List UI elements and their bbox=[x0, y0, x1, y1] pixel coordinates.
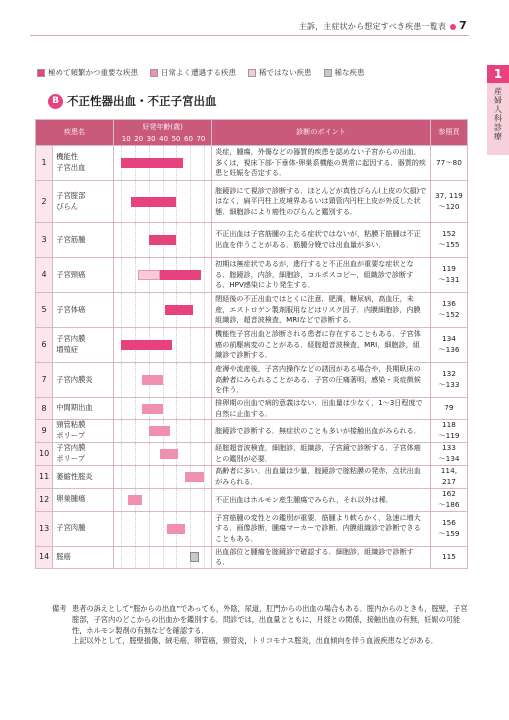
grid-line bbox=[176, 328, 177, 362]
grid-line bbox=[204, 223, 205, 257]
header-point: 診断のポイント bbox=[212, 120, 431, 146]
disease-name: 子宮内膜 増殖症 bbox=[53, 328, 114, 363]
age-bar bbox=[160, 449, 178, 459]
grid-line bbox=[204, 466, 205, 488]
section-title: 不正性器出血・不正子宮出血 bbox=[67, 94, 217, 108]
reference-page: 136 ～152 bbox=[430, 293, 467, 328]
grid-line bbox=[135, 466, 136, 488]
grid-line bbox=[135, 398, 136, 419]
diagnosis-point: 初期は無症状であるが，進行すると不正出血が重要な症状となる．腟鏡診，内診，細胞診，コルポスコピー，組織診で診断する．HPV感染により発生する． bbox=[212, 258, 431, 293]
row-number: 11 bbox=[36, 466, 53, 489]
disease-table bbox=[35, 119, 468, 569]
row-number: 13 bbox=[36, 511, 53, 546]
disease-name: 子宮内膜炎 bbox=[53, 363, 114, 398]
age-range-cell bbox=[114, 293, 212, 328]
grid-line bbox=[204, 398, 205, 419]
row-number: 5 bbox=[36, 293, 53, 328]
reference-page: 132 ～133 bbox=[430, 363, 467, 398]
grid-line bbox=[121, 223, 122, 257]
row-number: 14 bbox=[36, 546, 53, 568]
row-number: 2 bbox=[36, 181, 53, 223]
age-tick-label: 20 bbox=[134, 135, 144, 143]
reference-page: 156 ～159 bbox=[430, 511, 467, 546]
reference-page: 114, 217 bbox=[430, 466, 467, 489]
age-bar bbox=[190, 552, 198, 562]
grid-line bbox=[176, 363, 177, 397]
grid-line bbox=[121, 363, 122, 397]
grid-line bbox=[163, 489, 164, 511]
grid-line bbox=[204, 146, 205, 180]
age-range-cell bbox=[114, 146, 212, 181]
age-bar bbox=[149, 235, 177, 245]
grid-line bbox=[204, 363, 205, 397]
age-bar bbox=[121, 340, 172, 350]
age-bar bbox=[138, 270, 160, 280]
disease-name: 卵巣腫瘍 bbox=[53, 488, 114, 511]
diagnosis-point: 排卵期の出血で病的意義はない．出血量は少なく，1～3日程度で自然に止血する． bbox=[212, 398, 431, 420]
grid-line bbox=[121, 466, 122, 488]
age-bar bbox=[131, 197, 177, 207]
disease-name: 子宮体癌 bbox=[53, 293, 114, 328]
table-row bbox=[36, 546, 468, 568]
table-row bbox=[36, 511, 468, 546]
grid-line bbox=[204, 328, 205, 362]
table-row bbox=[36, 258, 468, 293]
age-range-cell bbox=[114, 328, 212, 363]
grid-line bbox=[163, 363, 164, 397]
header-age-label: 好発年齢(歳) bbox=[142, 123, 183, 131]
remarks bbox=[52, 604, 472, 647]
reference-page: 134 ～136 bbox=[430, 328, 467, 363]
row-number: 4 bbox=[36, 258, 53, 293]
disease-name: 子宮内膜 ポリープ bbox=[53, 443, 114, 466]
grid-line bbox=[121, 181, 122, 222]
grid-line bbox=[176, 466, 177, 488]
diagnosis-point: 高齢者に多い．出血量は少量．腟鏡診で腟粘膜の発赤，点状出血がみられる． bbox=[212, 466, 431, 489]
age-bar bbox=[165, 305, 193, 315]
grid-line bbox=[204, 512, 205, 546]
grid-line bbox=[121, 547, 122, 568]
reference-page: 119 ～131 bbox=[430, 258, 467, 293]
disease-name: 子宮頸癌 bbox=[53, 258, 114, 293]
legend-label: 稀な疾患 bbox=[334, 68, 365, 77]
disease-name: 腟癌 bbox=[53, 546, 114, 568]
header-name: 疾患名 bbox=[36, 120, 114, 146]
age-range-cell bbox=[114, 181, 212, 223]
diagnosis-point: 不正出血はホルモン産生腫瘍でみられ，それ以外は稀． bbox=[212, 488, 431, 511]
age-bar bbox=[142, 404, 163, 414]
legend-swatch bbox=[37, 69, 45, 77]
grid-line bbox=[190, 328, 191, 362]
age-tick-label: 50 bbox=[171, 135, 181, 143]
grid-line bbox=[176, 420, 177, 442]
reference-page: 162 ～186 bbox=[430, 488, 467, 511]
age-range-cell bbox=[114, 511, 212, 546]
grid-line bbox=[149, 466, 150, 488]
grid-line bbox=[190, 146, 191, 180]
reference-page: 79 bbox=[430, 398, 467, 420]
grid-line bbox=[204, 181, 205, 222]
table-row bbox=[36, 363, 468, 398]
table-row bbox=[36, 293, 468, 328]
grid-line bbox=[176, 489, 177, 511]
grid-line bbox=[190, 181, 191, 222]
grid-line bbox=[190, 443, 191, 465]
grid-line bbox=[135, 547, 136, 568]
grid-line bbox=[204, 443, 205, 465]
legend-label: 日常よく遭遇する疾患 bbox=[161, 68, 236, 77]
grid-line bbox=[190, 223, 191, 257]
chapter-number: 1 bbox=[487, 65, 509, 83]
grid-line bbox=[163, 466, 164, 488]
disease-name: 子宮肉腫 bbox=[53, 511, 114, 546]
age-bar bbox=[185, 472, 204, 482]
diagnosis-point: 閉経後の不正出血ではとくに注意．肥満，糖尿病，高血圧，未産，エストロゲン製剤服用などはリスク因子．内膜細胞診，内膜組織診，超音波検査，MRIなどで診断する． bbox=[212, 293, 431, 328]
grid-line bbox=[121, 489, 122, 511]
age-bar bbox=[142, 375, 163, 385]
grid-line bbox=[121, 512, 122, 546]
chapter-label: 産婦人科診療 bbox=[493, 87, 503, 141]
legend-label: 稀ではない疾患 bbox=[259, 68, 312, 77]
age-range-cell bbox=[114, 443, 212, 466]
legend-swatch bbox=[324, 69, 332, 77]
table-row bbox=[36, 488, 468, 511]
age-bar bbox=[128, 495, 142, 505]
grid-line bbox=[149, 512, 150, 546]
grid-line bbox=[176, 398, 177, 419]
age-range-cell bbox=[114, 466, 212, 489]
grid-line bbox=[121, 443, 122, 465]
running-header bbox=[299, 19, 467, 32]
legend-item bbox=[248, 67, 312, 78]
grid-line bbox=[190, 512, 191, 546]
age-ticks bbox=[120, 134, 207, 143]
disease-name: 子宮腟部 びらん bbox=[53, 181, 114, 223]
diagnosis-point: 炎症，腫瘍，外傷などの器質的疾患を認めない子宮からの出血．多くは，視床下部-下垂体-卵巣系機能の異常に起因する．器質的疾患と妊娠を否定する． bbox=[212, 146, 431, 181]
legend bbox=[37, 67, 365, 78]
age-range-cell bbox=[114, 488, 212, 511]
legend-item bbox=[37, 67, 138, 78]
grid-line bbox=[135, 420, 136, 442]
table-row bbox=[36, 181, 468, 223]
table-row bbox=[36, 398, 468, 420]
row-number: 8 bbox=[36, 398, 53, 420]
row-number: 7 bbox=[36, 363, 53, 398]
legend-item bbox=[150, 67, 236, 78]
age-range-cell bbox=[114, 398, 212, 420]
diagnosis-point: 不正出血は子宮筋腫の主たる症状ではないが，粘膜下筋腫は不正出血を伴うことがある．筋腫分娩では出血量が多い． bbox=[212, 223, 431, 258]
disease-name: 中間期出血 bbox=[53, 398, 114, 420]
grid-line bbox=[204, 420, 205, 442]
row-number: 9 bbox=[36, 420, 53, 443]
reference-page: 118 ～119 bbox=[430, 420, 467, 443]
table-row bbox=[36, 443, 468, 466]
reference-page: 37, 119 ～120 bbox=[430, 181, 467, 223]
reference-page: 133 ～134 bbox=[430, 443, 467, 466]
age-tick-label: 40 bbox=[159, 135, 169, 143]
header-age bbox=[114, 120, 212, 146]
grid-line bbox=[149, 547, 150, 568]
bullet-dot-icon bbox=[450, 24, 456, 30]
table-row bbox=[36, 328, 468, 363]
grid-line bbox=[163, 512, 164, 546]
header-ref: 参照頁 bbox=[430, 120, 467, 146]
table-row bbox=[36, 466, 468, 489]
legend-swatch bbox=[150, 69, 158, 77]
age-range-cell bbox=[114, 363, 212, 398]
table-header-row bbox=[36, 120, 468, 146]
grid-line bbox=[163, 398, 164, 419]
age-bar bbox=[167, 524, 185, 534]
reference-page: 152 ～155 bbox=[430, 223, 467, 258]
diagnosis-point: 経腟超音波検査，細胞診，組織診，子宮鏡で診断する．子宮体癌との鑑別が必要． bbox=[212, 443, 431, 466]
grid-line bbox=[204, 489, 205, 511]
row-number: 3 bbox=[36, 223, 53, 258]
header-rule bbox=[30, 35, 469, 36]
disease-name: 頸管粘膜 ポリープ bbox=[53, 420, 114, 443]
age-bar bbox=[160, 270, 202, 280]
grid-line bbox=[149, 489, 150, 511]
page-number: 7 bbox=[459, 19, 467, 32]
table-row bbox=[36, 223, 468, 258]
grid-line bbox=[163, 547, 164, 568]
grid-line bbox=[176, 223, 177, 257]
age-tick-label: 30 bbox=[146, 135, 156, 143]
grid-line bbox=[135, 363, 136, 397]
disease-name: 萎縮性腟炎 bbox=[53, 466, 114, 489]
section-heading bbox=[48, 93, 217, 109]
grid-line bbox=[204, 293, 205, 327]
grid-line bbox=[121, 420, 122, 442]
table-row bbox=[36, 146, 468, 181]
grid-line bbox=[121, 258, 122, 292]
reference-page: 115 bbox=[430, 546, 467, 568]
grid-line bbox=[163, 293, 164, 327]
age-range-cell bbox=[114, 546, 212, 568]
section-badge: B bbox=[48, 94, 63, 109]
chapter-tab[interactable] bbox=[487, 65, 509, 155]
age-tick-label: 60 bbox=[184, 135, 193, 143]
reference-page: 77～80 bbox=[430, 146, 467, 181]
grid-line bbox=[176, 181, 177, 222]
diagnosis-point: 腟鏡診にて視診で診断する．ほとんどが真性びらん(上皮の欠損)ではなく，扁平円柱上皮境界あるいは頸管内円柱上皮が外反した状態．細胞診により癌性のびらんと鑑別する． bbox=[212, 181, 431, 223]
diagnosis-point: 機能性子宮出血と診断される患者に存在することもある．子宮体癌の前駆病変のことがある．経腟超音波検査，MRI，細胞診，組織診で診断する． bbox=[212, 328, 431, 363]
grid-line bbox=[190, 420, 191, 442]
grid-line bbox=[204, 258, 205, 292]
remarks-text: 患者の訴えとして“腟からの出血”であっても，外陰，尿道，肛門からの出血の場合もある．腟内からのときも，腟壁，子宮腟部，子宮内のどこからの出血かを鑑別する．問診では，出血量とともに，月経との関係，接触出血の有無，妊娠の可能性，ホルモン製剤の有無などを確認する． 上記以外として，腟壁損傷，絨毛癌，卵管癌，頸管炎，トリコモナス腟炎，出血傾向を伴う血液疾患などがある． bbox=[72, 604, 468, 646]
legend-label: 極めて頻繁かつ重要な疾患 bbox=[48, 68, 138, 77]
row-number: 10 bbox=[36, 443, 53, 466]
age-range-cell bbox=[114, 420, 212, 443]
grid-line bbox=[190, 363, 191, 397]
legend-item bbox=[324, 67, 365, 78]
grid-line bbox=[204, 547, 205, 568]
grid-line bbox=[176, 547, 177, 568]
row-number: 6 bbox=[36, 328, 53, 363]
grid-line bbox=[190, 489, 191, 511]
grid-line bbox=[121, 293, 122, 327]
disease-name: 機能性 子宮出血 bbox=[53, 146, 114, 181]
age-bar bbox=[149, 426, 170, 436]
age-range-cell bbox=[114, 258, 212, 293]
grid-line bbox=[149, 443, 150, 465]
age-tick-label: 70 bbox=[196, 135, 206, 143]
age-range-cell bbox=[114, 223, 212, 258]
grid-line bbox=[121, 398, 122, 419]
grid-line bbox=[135, 293, 136, 327]
grid-line bbox=[135, 258, 136, 292]
table-row bbox=[36, 420, 468, 443]
diagnosis-point: 出血部位と腫瘤を腟鏡診で確認する．細胞診，組織診で診断する． bbox=[212, 546, 431, 568]
diagnosis-point: 産褥や流産後，子宮内操作などの誘因がある場合や，長期臥床の高齢者にみられることがある．子宮の圧痛著明，感染・炎症徴候を伴う． bbox=[212, 363, 431, 398]
diagnosis-point: 子宮筋腫の変性との鑑別が重要．筋腫より軟らかく，急速に増大する．画像診断，腫瘍マーカーで診断．内膜組織診で診断できることもある． bbox=[212, 511, 431, 546]
age-bar bbox=[121, 158, 183, 168]
header-title: 主訴，主症状から想定すべき疾患一覧表 bbox=[298, 22, 447, 31]
row-number: 12 bbox=[36, 488, 53, 511]
row-number: 1 bbox=[36, 146, 53, 181]
age-tick-label: 10 bbox=[121, 135, 131, 143]
grid-line bbox=[149, 293, 150, 327]
legend-swatch bbox=[248, 69, 256, 77]
remarks-label: 備考 bbox=[52, 604, 67, 613]
grid-line bbox=[190, 398, 191, 419]
disease-name: 子宮筋腫 bbox=[53, 223, 114, 258]
grid-line bbox=[135, 512, 136, 546]
grid-line bbox=[135, 443, 136, 465]
grid-line bbox=[135, 223, 136, 257]
diagnosis-point: 腟鏡診で診断する．無症状のことも多いが接触出血がみられる． bbox=[212, 420, 431, 443]
